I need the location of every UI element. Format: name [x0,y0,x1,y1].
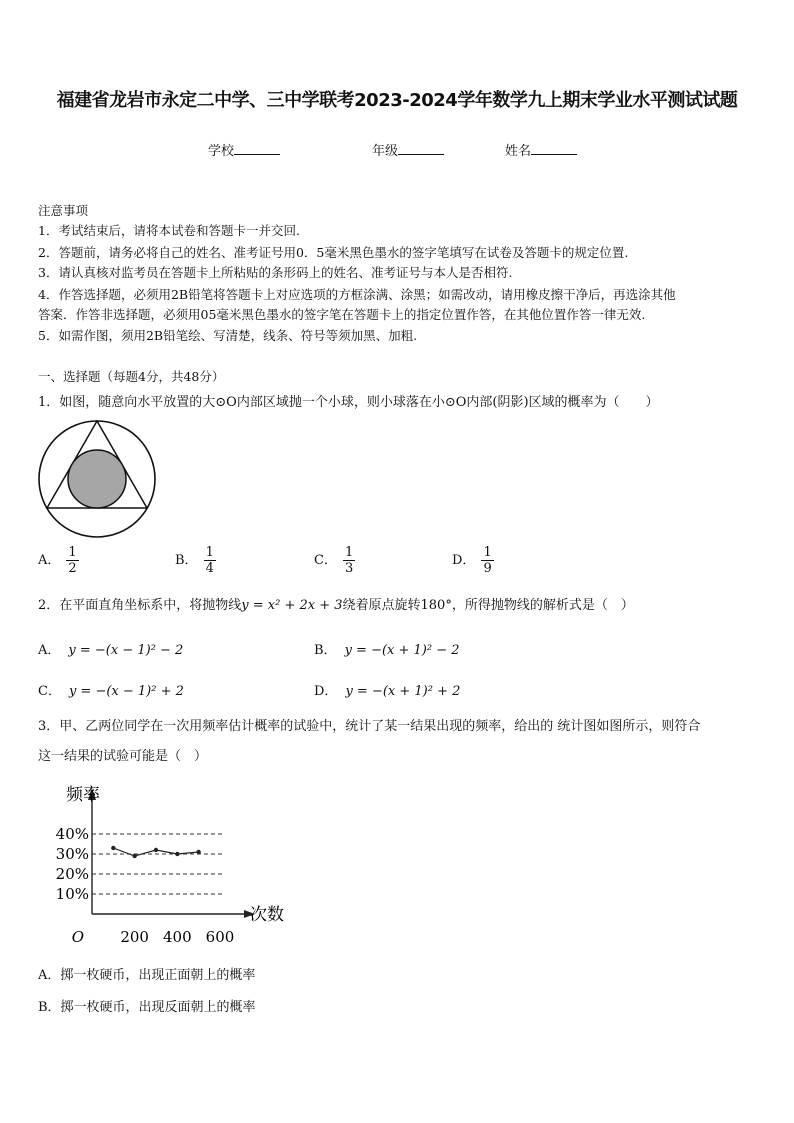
note-item: 2．答题前，请务必将自己的姓名、准考证号用0．5毫米黑色墨水的签字笔填写在试卷及答题卡的规定位置. [38,245,629,260]
x-tick-label: 400 [163,928,192,946]
q1-option-a[interactable] [38,545,79,576]
q1-option-d[interactable] [452,545,494,576]
numerator: 1 [68,545,77,560]
q3-stem-line1: 3．甲、乙两位同学在一次用频率估计概率的试验中，统计了某一结果出现的频率，给出的 统计图如图所示，则符合 [38,719,701,734]
school-field [208,140,280,159]
data-point [196,850,200,854]
q3-option-a[interactable]: A．掷一枚硬币，出现正面朝上的概率 [38,968,256,983]
fraction [66,545,78,576]
option-letter: A． [38,553,61,568]
section-heading: 一、选择题（每题4分，共48分） [38,369,225,384]
q2-option-b[interactable] [314,639,460,658]
y-tick-label: 30% [55,845,89,863]
fraction [481,545,493,576]
option-letter: D． [314,684,338,699]
q2-option-c[interactable] [38,680,184,699]
q3-stem-line2: 这一结果的试验可能是（ ） [38,749,208,764]
option-letter: B． [314,643,337,658]
option-letter: B． [175,553,198,568]
school-blank [234,142,280,155]
note-item: 5．如需作图，须用2B铅笔绘、写清楚，线条、符号等须加黑、加粗. [38,328,418,343]
option-expression: y = −(x + 1)² − 2 [344,643,460,658]
q1-option-b[interactable] [175,545,216,576]
x-tick-label: 200 [120,928,149,946]
q1-stem: 1．如图，随意向水平放置的大⊙O内部区域抛一个小球，则小球落在小⊙O内部(阴影)区域的概率为（ ） [38,395,659,410]
data-point [111,846,115,850]
data-point [132,854,136,858]
note-item: 答案．作答非选择题，必须用05毫米黑色墨水的签字笔在答题卡上的指定位置作答，在其他位置作答一律无效. [38,307,646,322]
q3-option-b[interactable]: B．掷一枚硬币，出现反面朝上的概率 [38,1000,256,1015]
q2-stem-prefix: 2．在平面直角坐标系中，将抛物线 [38,598,242,613]
name-blank [531,142,577,155]
q1-figure [36,418,160,542]
chart-series [111,846,201,858]
option-letter: C． [38,684,61,699]
denominator: 3 [344,561,354,576]
shaded-inner-circle [68,450,126,508]
x-axis-label: 次数 [250,905,284,925]
fraction [343,545,355,576]
denominator: 9 [483,561,492,576]
y-tick-label: 40% [55,825,89,843]
q2-option-a[interactable] [38,639,183,658]
option-letter: A． [38,643,61,658]
note-item: 4．作答选择题，必须用2B铅笔将答题卡上对应选项的方框涂满、涂黑；如需改动，请用橡皮擦干净后，再选涂其他 [38,287,676,302]
x-tick-label: 600 [205,928,235,946]
option-expression: y = −(x − 1)² + 2 [68,684,184,699]
y-tick-label: 20% [55,865,89,883]
option-letter: D． [452,553,476,568]
q1-option-c[interactable] [314,545,355,576]
denominator: 2 [68,561,77,576]
note-item: 3．请认真核对监考员在答题卡上所粘贴的条形码上的姓名、准考证号与本人是否相符. [38,265,513,280]
q2-stem [38,596,634,616]
frequency-chart [48,780,298,950]
numerator: 1 [205,545,214,560]
y-tick-label: 10% [55,885,89,903]
chart-labels [56,785,284,946]
fraction [204,545,216,576]
option-expression: y = −(x + 1)² + 2 [345,684,461,699]
q2-stem-suffix: 绕着原点旋转180°，所得抛物线的解析式是（ ） [342,598,634,613]
school-label: 学校 [208,144,235,159]
data-point [175,852,179,856]
option-letter: C． [314,553,337,568]
data-point [154,848,158,852]
page-title: 福建省龙岩市永定二中学、三中学联考2023-2024学年数学九上期末学业水平测试试题 [56,90,738,111]
name-label: 姓名 [505,144,532,159]
q2-equation: y = x² + 2x + 3 [241,598,343,613]
notes-heading: 注意事项 [38,203,89,218]
grade-field [372,140,444,159]
numerator: 1 [344,545,354,560]
y-axis-label: 频率 [66,785,100,805]
grade-label: 年级 [372,144,399,159]
numerator: 1 [483,545,492,560]
chart-grid [92,834,224,894]
origin-label: O [71,928,84,946]
option-expression: y = −(x − 1)² − 2 [68,643,184,658]
name-field [505,140,577,159]
grade-blank [398,142,444,155]
q2-option-d[interactable] [314,680,460,699]
note-item: 1．考试结束后，请将本试卷和答题卡一并交回. [38,223,300,238]
denominator: 4 [205,561,214,576]
